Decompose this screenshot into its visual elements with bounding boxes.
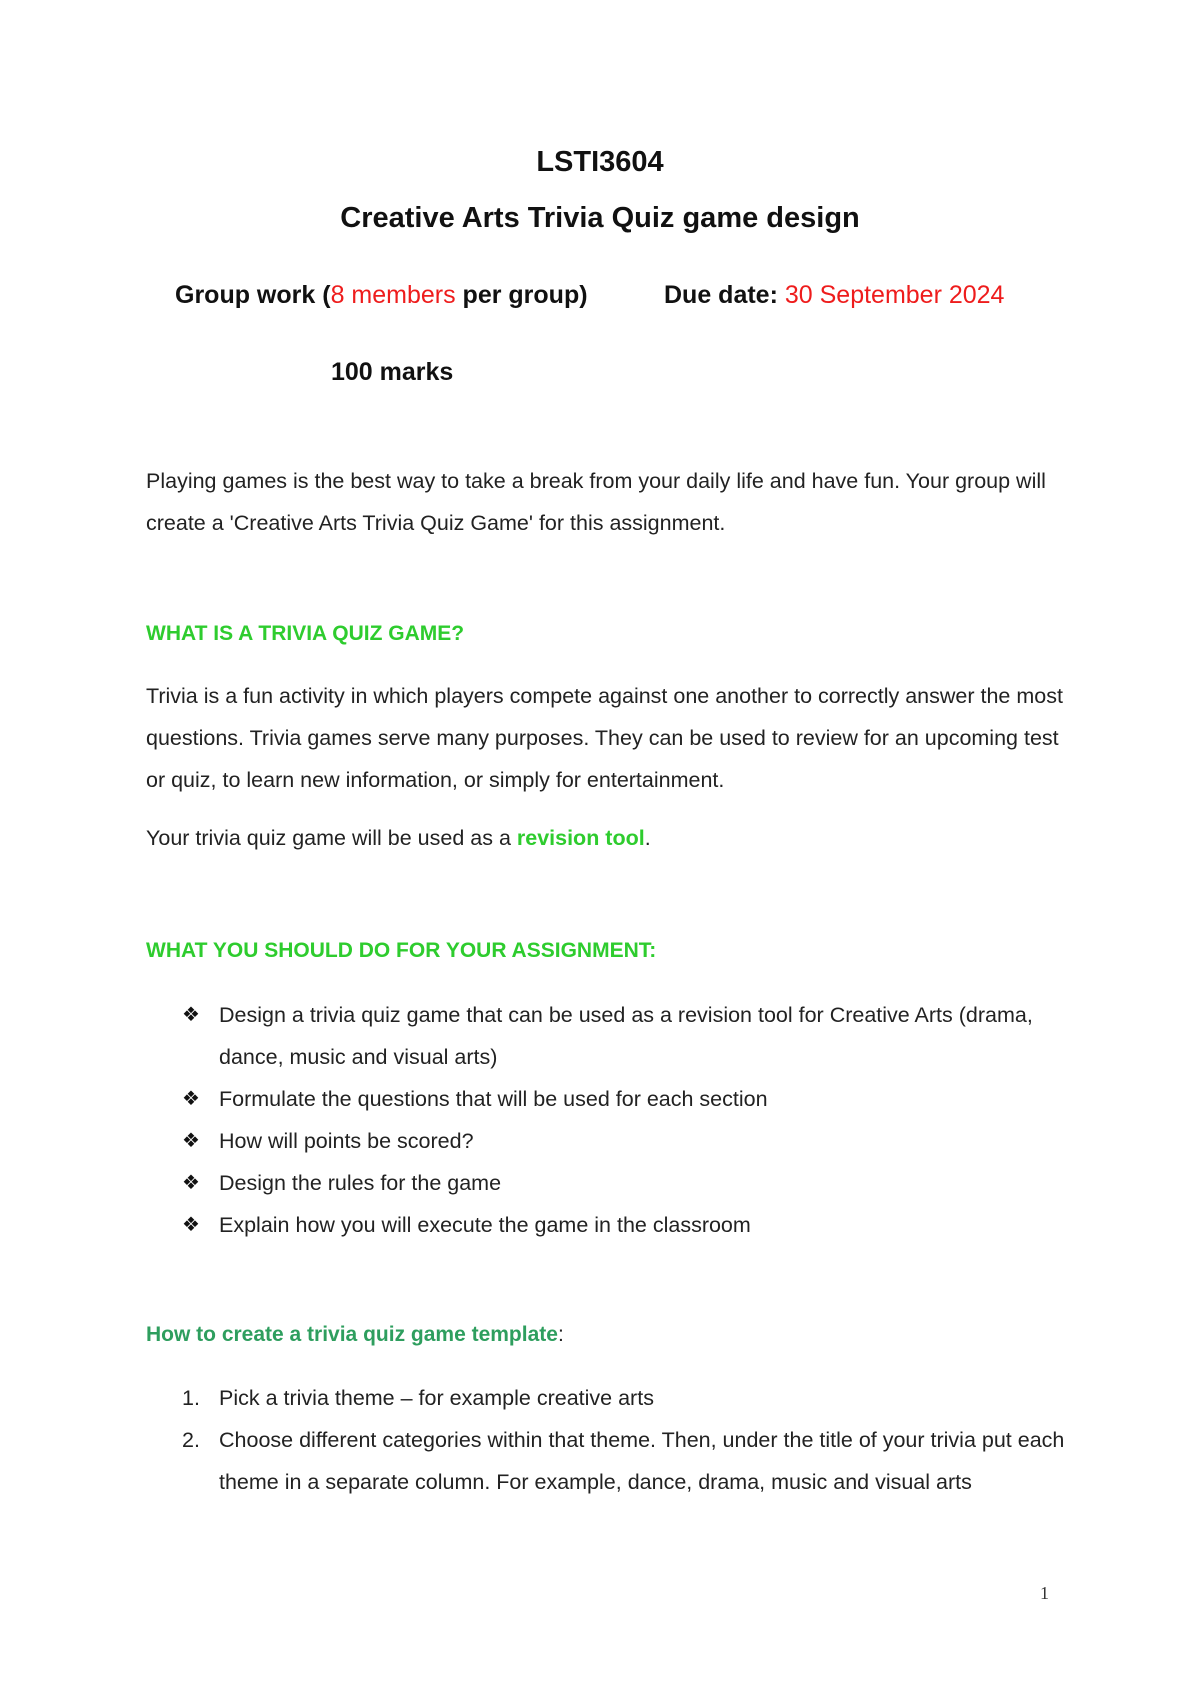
bullet-text: Design a trivia quiz game that can be used as a revision tool for Creative Arts (drama, dance, music and visual arts) bbox=[219, 1003, 1033, 1069]
due-date: 30 September 2024 bbox=[784, 281, 1005, 309]
heading-what-is: WHAT IS A TRIVIA QUIZ GAME? bbox=[146, 622, 465, 645]
list-item bbox=[182, 994, 1072, 1078]
group-work-line bbox=[175, 281, 588, 310]
list-item bbox=[182, 1204, 1072, 1246]
list-item bbox=[182, 1162, 1072, 1204]
heading-how-to bbox=[146, 1323, 564, 1347]
step-number: 2. bbox=[182, 1428, 200, 1452]
list-item bbox=[182, 1120, 1072, 1162]
document-title: Creative Arts Trivia Quiz game design bbox=[340, 202, 860, 234]
revision-prefix: Your trivia quiz game will be used as a bbox=[146, 826, 517, 850]
step-text: Pick a trivia theme – for example creative arts bbox=[219, 1386, 654, 1410]
heading-what-to-do: WHAT YOU SHOULD DO FOR YOUR ASSIGNMENT: bbox=[146, 939, 657, 962]
list-item bbox=[182, 1078, 1072, 1120]
diamond-bullet-icon: ❖ bbox=[182, 1004, 200, 1026]
bullet-text: Explain how you will execute the game in the classroom bbox=[219, 1213, 751, 1237]
step-text: Choose different categories within that theme. Then, under the title of your trivia put each theme in a separate column. For example, dance, drama, music and visual arts bbox=[219, 1428, 1065, 1494]
page-number: 1 bbox=[1040, 1583, 1049, 1603]
total-marks: 100 marks bbox=[331, 358, 454, 386]
step-number: 1. bbox=[182, 1386, 200, 1410]
diamond-bullet-icon: ❖ bbox=[182, 1214, 200, 1236]
revision-suffix: . bbox=[644, 826, 651, 850]
how-to-heading-suffix: : bbox=[557, 1323, 564, 1346]
course-code: LSTI3604 bbox=[536, 146, 664, 178]
due-label: Due date: bbox=[664, 281, 785, 309]
revision-paragraph bbox=[146, 817, 1066, 859]
assignment-bullet-list bbox=[182, 994, 1072, 1246]
template-steps-list bbox=[182, 1377, 1072, 1503]
bullet-text: Design the rules for the game bbox=[219, 1171, 502, 1195]
diamond-bullet-icon: ❖ bbox=[182, 1130, 200, 1152]
bullet-text: How will points be scored? bbox=[219, 1129, 474, 1153]
list-item bbox=[182, 1419, 1072, 1503]
how-to-heading-text: How to create a trivia quiz game template bbox=[146, 1323, 558, 1346]
due-date-line bbox=[664, 281, 1004, 310]
diamond-bullet-icon: ❖ bbox=[182, 1088, 200, 1110]
trivia-paragraph: Trivia is a fun activity in which players compete against one another to correctly answer the most questions. Trivia games serve many purposes. They can be used to review for an upcoming test or quiz, to learn new information, or simply for entertainment. bbox=[146, 684, 1063, 792]
diamond-bullet-icon: ❖ bbox=[182, 1172, 200, 1194]
group-suffix: per group) bbox=[455, 281, 588, 309]
group-members: 8 members bbox=[330, 281, 456, 309]
group-prefix: Group work ( bbox=[175, 281, 331, 309]
list-item bbox=[182, 1377, 1072, 1419]
revision-highlight: revision tool bbox=[516, 826, 645, 850]
bullet-text: Formulate the questions that will be used for each section bbox=[219, 1087, 768, 1111]
intro-paragraph: Playing games is the best way to take a break from your daily life and have fun. Your group will create a 'Creative Arts Trivia Quiz Game' for this assignment. bbox=[146, 469, 1046, 535]
